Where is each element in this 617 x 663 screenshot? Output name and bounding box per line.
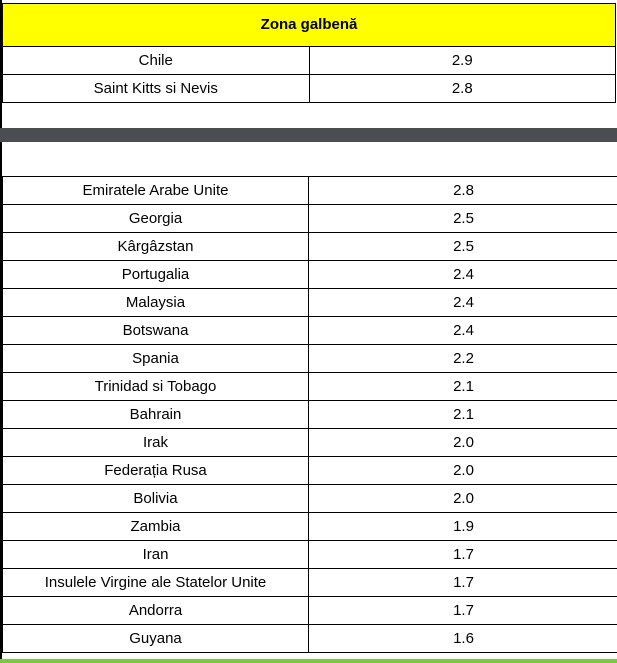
table-row <box>3 289 617 317</box>
value-cell: 1.6 <box>309 625 617 653</box>
value-cell: 2.1 <box>309 401 617 429</box>
country-cell: Botswana <box>3 317 309 345</box>
country-cell: Iran <box>3 541 309 569</box>
country-cell: Zambia <box>3 513 309 541</box>
table-row <box>3 47 616 75</box>
value-cell: 1.9 <box>309 513 617 541</box>
country-cell: Irak <box>3 429 309 457</box>
value-cell: 1.7 <box>309 597 617 625</box>
value-cell: 2.0 <box>309 457 617 485</box>
country-cell: Chile <box>3 47 310 75</box>
value-cell: 2.5 <box>309 205 617 233</box>
table-row <box>3 485 617 513</box>
country-cell: Bolivia <box>3 485 309 513</box>
country-cell: Guyana <box>3 625 309 653</box>
table-row <box>3 373 617 401</box>
country-cell: Andorra <box>3 597 309 625</box>
country-values-table <box>2 176 617 653</box>
value-cell: 2.5 <box>309 233 617 261</box>
table-row <box>3 513 617 541</box>
value-cell: 1.7 <box>309 541 617 569</box>
value-cell: 2.4 <box>309 289 617 317</box>
table-row <box>3 205 617 233</box>
table-row <box>3 569 617 597</box>
table-row <box>3 597 617 625</box>
country-cell: Portugalia <box>3 261 309 289</box>
value-cell: 2.0 <box>309 485 617 513</box>
table-row <box>3 177 617 205</box>
zone-header: Zona galbenă <box>3 4 616 47</box>
table-row <box>3 75 616 103</box>
table-row <box>3 317 617 345</box>
country-cell: Malaysia <box>3 289 309 317</box>
value-cell: 2.4 <box>309 261 617 289</box>
next-zone-header-strip <box>0 659 617 663</box>
table-row <box>3 401 617 429</box>
country-cell: Insulele Virgine ale Statelor Unite <box>3 569 309 597</box>
yellow-zone-table <box>2 3 616 103</box>
country-cell: Bahrain <box>3 401 309 429</box>
table-row <box>3 625 617 653</box>
value-cell: 2.2 <box>309 345 617 373</box>
country-cell: Spania <box>3 345 309 373</box>
table-row <box>3 261 617 289</box>
table-row <box>3 233 617 261</box>
value-cell: 2.8 <box>309 177 617 205</box>
value-cell: 2.1 <box>309 373 617 401</box>
page-separator-band <box>0 128 617 142</box>
table-row <box>3 345 617 373</box>
table-row <box>3 541 617 569</box>
country-cell: Federația Rusa <box>3 457 309 485</box>
value-cell: 2.9 <box>309 47 616 75</box>
table-row <box>3 429 617 457</box>
country-cell: Trinidad si Tobago <box>3 373 309 401</box>
country-cell: Georgia <box>3 205 309 233</box>
value-cell: 2.0 <box>309 429 617 457</box>
value-cell: 2.8 <box>309 75 616 103</box>
value-cell: 2.4 <box>309 317 617 345</box>
country-cell: Saint Kitts si Nevis <box>3 75 310 103</box>
country-cell: Emiratele Arabe Unite <box>3 177 309 205</box>
country-cell: Kârgâzstan <box>3 233 309 261</box>
zone-header-row <box>3 4 616 47</box>
table-row <box>3 457 617 485</box>
value-cell: 1.7 <box>309 569 617 597</box>
